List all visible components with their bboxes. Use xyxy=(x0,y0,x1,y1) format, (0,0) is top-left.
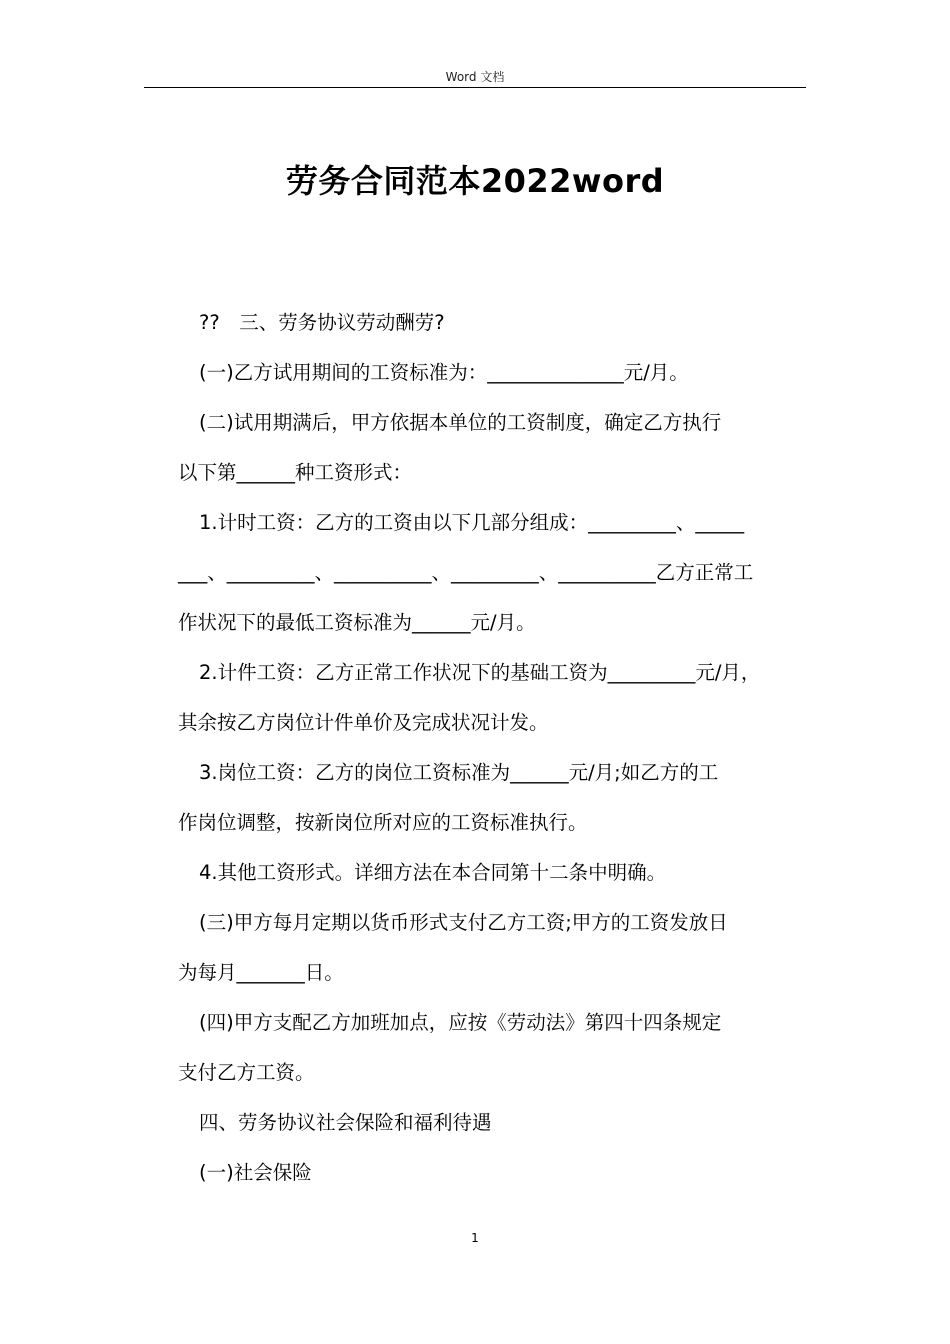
header-text: Word 文档 xyxy=(445,70,505,84)
paragraph-line: (一)乙方试用期间的工资标准为：______________元/月。 xyxy=(199,361,689,384)
paragraph-line: ___、_________、__________、_________、__________乙方正常工 xyxy=(178,561,754,584)
paragraph-line: ?? 三、劳务协议劳动酬劳? xyxy=(199,311,445,334)
paragraph-line: 3.岗位工资：乙方的岗位工资标准为______元/月;如乙方的工 xyxy=(199,761,719,784)
document-title: 劳务合同范本2022word xyxy=(285,162,665,200)
document-body xyxy=(178,298,808,1198)
section-heading: 四、劳务协议社会保险和福利待遇 xyxy=(199,1111,492,1134)
page-number: 1 xyxy=(471,1231,479,1245)
paragraph-line: 为每月_______日。 xyxy=(178,961,344,984)
paragraph-line: (四)甲方支配乙方加班加点，应按《劳动法》第四十四条规定 xyxy=(199,1011,722,1034)
paragraph-line: 作岗位调整，按新岗位所对应的工资标准执行。 xyxy=(178,811,588,834)
paragraph-line: 其余按乙方岗位计件单价及完成状况计发。 xyxy=(178,711,549,734)
paragraph-line: 1.计时工资：乙方的工资由以下几部分组成：_________、_____ xyxy=(199,511,745,534)
paragraph-line: 4.其他工资形式。详细方法在本合同第十二条中明确。 xyxy=(199,861,667,884)
paragraph-line: (一)社会保险 xyxy=(199,1161,312,1184)
paragraph-line: 2.计件工资：乙方正常工作状况下的基础工资为_________元/月， xyxy=(199,661,761,684)
paragraph-line: (三)甲方每月定期以货币形式支付乙方工资;甲方的工资发放日 xyxy=(199,911,728,934)
header-divider xyxy=(144,87,806,88)
paragraph-line: 作状况下的最低工资标准为______元/月。 xyxy=(178,611,536,634)
paragraph-line: 支付乙方工资。 xyxy=(178,1061,315,1084)
paragraph-line: (二)试用期满后，甲方依据本单位的工资制度，确定乙方执行 xyxy=(199,411,722,434)
paragraph-line: 以下第______种工资形式： xyxy=(178,461,413,484)
